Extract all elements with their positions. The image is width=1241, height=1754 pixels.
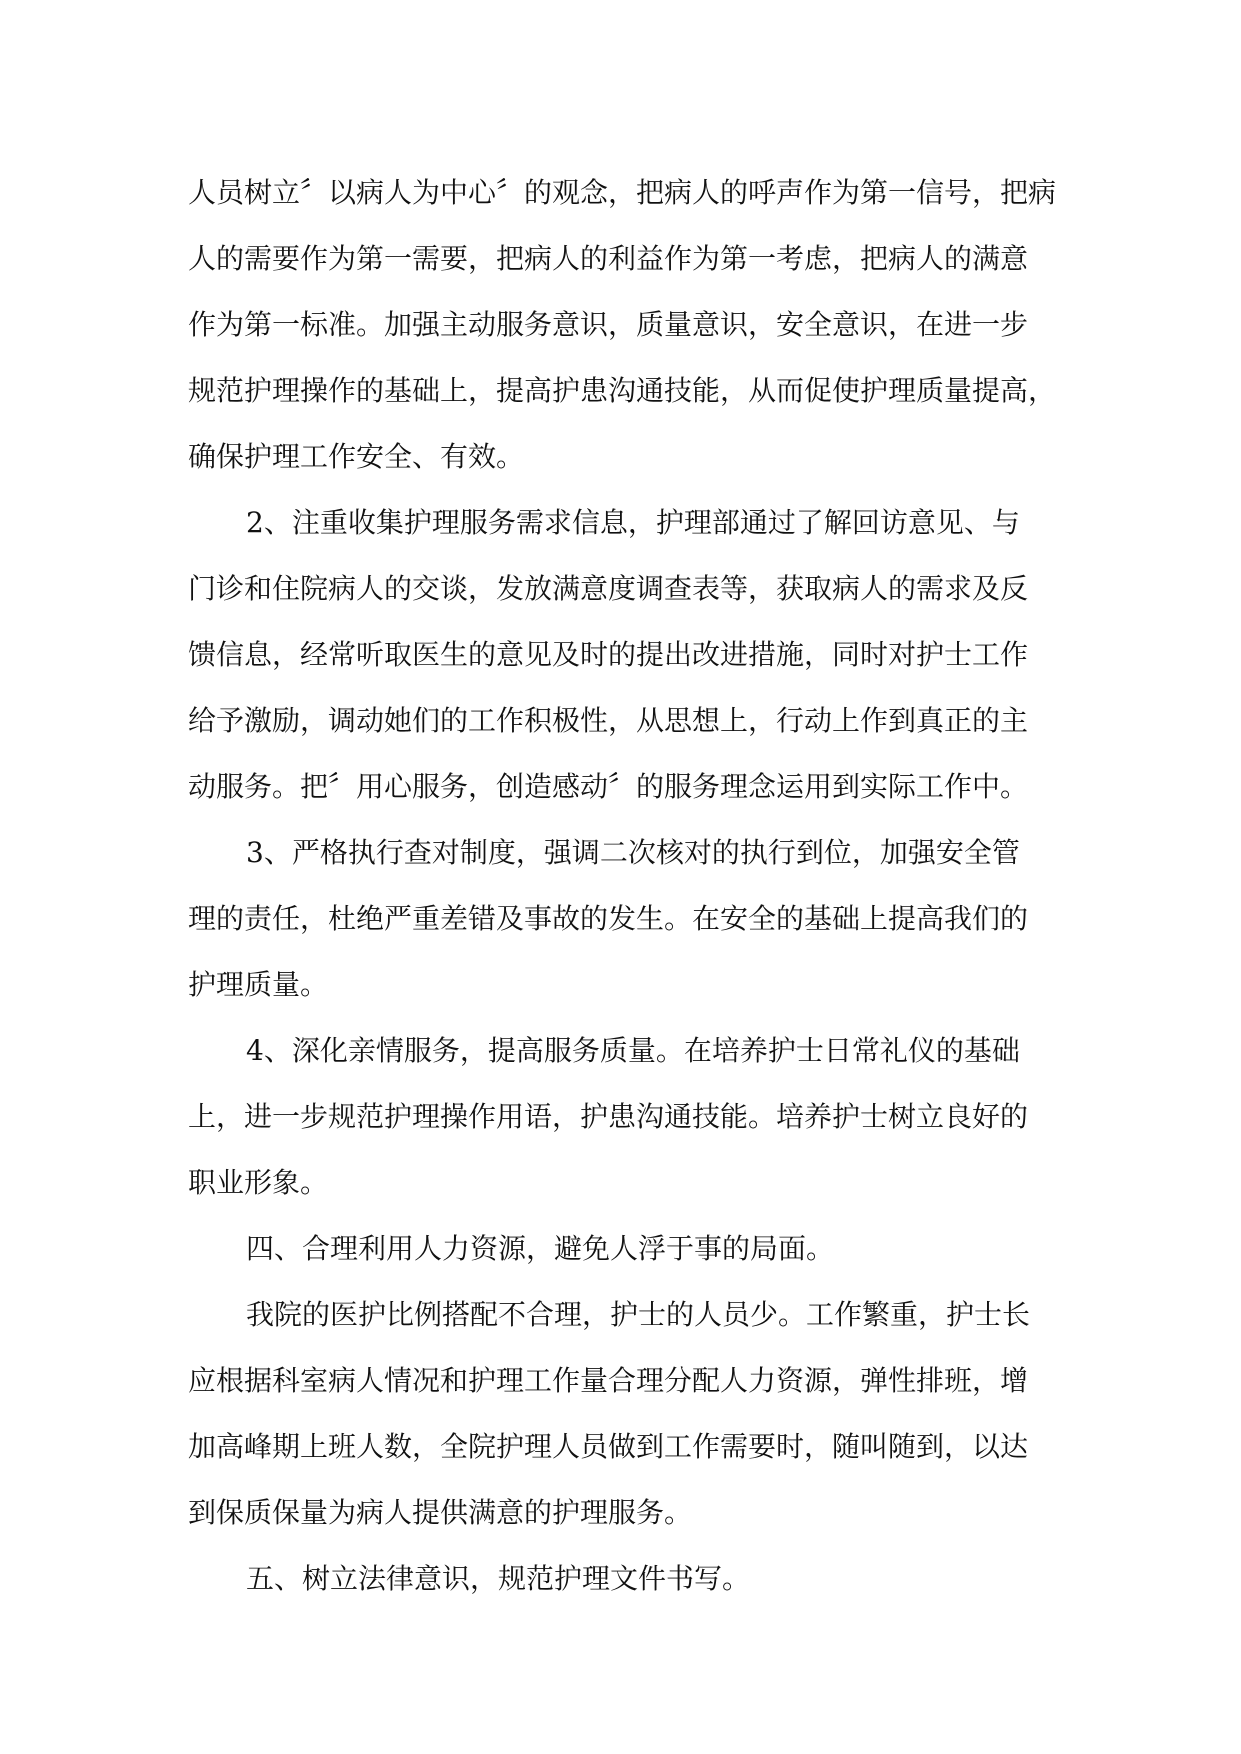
text-line: 动服务。把〞用心服务，创造感动〞的服务理念运用到实际工作中。 (188, 770, 1029, 803)
text-line: 4、深化亲情服务，提高服务质量。在培养护士日常礼仪的基础 (246, 1034, 1020, 1067)
text-line: 2、注重收集护理服务需求信息，护理部通过了解回访意见、与 (246, 506, 1020, 539)
document-body (188, 160, 1060, 1612)
text-line: 3、严格执行查对制度，强调二次核对的执行到位，加强安全管 (246, 836, 1020, 869)
text-line: 五、树立法律意识，规范护理文件书写。 (246, 1562, 751, 1595)
text-line: 馈信息，经常听取医生的意见及时的提出改进措施，同时对护士工作 (188, 638, 1029, 671)
text-line: 我院的医护比例搭配不合理，护士的人员少。工作繁重，护士长 (246, 1298, 1031, 1331)
text-line: 确保护理工作安全、有效。 (188, 440, 525, 473)
text-line: 护理质量。 (188, 968, 329, 1001)
text-line: 职业形象。 (188, 1166, 329, 1199)
text-line: 人员树立〞以病人为中心〞的观念，把病人的呼声作为第一信号，把病 (188, 176, 1057, 209)
text-line: 作为第一标准。加强主动服务意识，质量意识，安全意识，在进一步 (188, 308, 1029, 341)
text-line: 到保质保量为病人提供满意的护理服务。 (188, 1496, 693, 1529)
paragraph-5 (188, 1282, 1060, 1546)
text-line: 上，进一步规范护理操作用语，护患沟通技能。培养护士树立良好的 (188, 1100, 1029, 1133)
text-line: 理的责任，杜绝严重差错及事故的发生。在安全的基础上提高我们的 (188, 902, 1029, 935)
paragraph-3 (188, 820, 1060, 1018)
text-line: 门诊和住院病人的交谈，发放满意度调查表等，获取病人的需求及反 (188, 572, 1029, 605)
text-line: 规范护理操作的基础上，提高护患沟通技能，从而促使护理质量提高， (188, 374, 1057, 407)
text-line: 给予激励，调动她们的工作积极性，从思想上，行动上作到真正的主 (188, 704, 1029, 737)
text-line: 加高峰期上班人数，全院护理人员做到工作需要时，随叫随到，以达 (188, 1430, 1029, 1463)
paragraph-4 (188, 1018, 1060, 1216)
paragraph-1 (188, 160, 1060, 490)
text-line: 应根据科室病人情况和护理工作量合理分配人力资源，弹性排班，增 (188, 1364, 1029, 1397)
section-heading-5 (188, 1546, 1060, 1612)
text-line: 人的需要作为第一需要，把病人的利益作为第一考虑，把病人的满意 (188, 242, 1029, 275)
paragraph-2 (188, 490, 1060, 820)
section-heading-4 (188, 1216, 1060, 1282)
text-line: 四、合理利用人力资源，避免人浮于事的局面。 (246, 1232, 835, 1265)
